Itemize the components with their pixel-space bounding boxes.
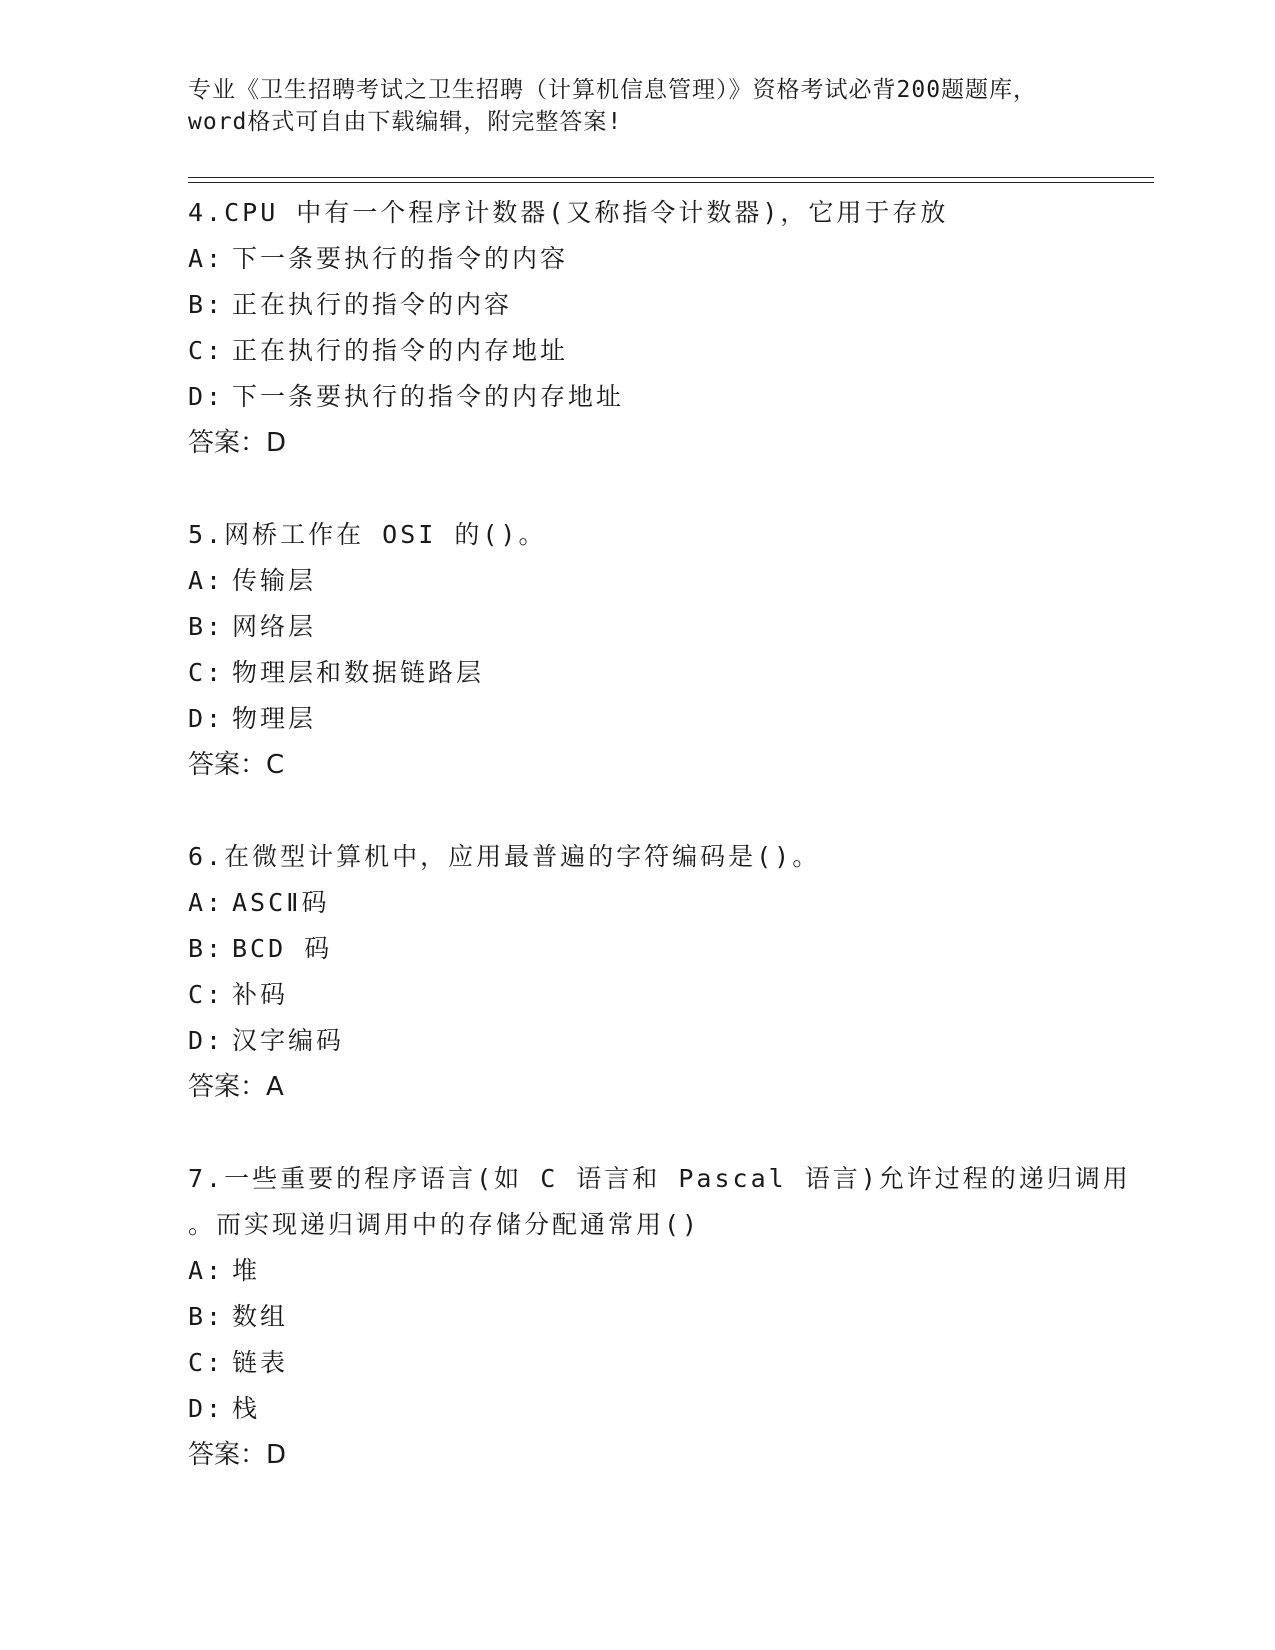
- header-divider-bottom: [188, 182, 1154, 183]
- option-text: 下一条要执行的指令的内容: [232, 244, 569, 273]
- option-text: 正在执行的指令的内存地址: [232, 336, 569, 365]
- option-text: 传输层: [232, 566, 317, 595]
- option-text: 栈: [232, 1394, 261, 1423]
- option-text: 汉字编码: [232, 1026, 345, 1055]
- question-stem-line: 6.在微型计算机中，应用最普遍的字符编码是()。: [188, 842, 821, 871]
- option-key: B:: [188, 1302, 225, 1331]
- document-header: [188, 74, 1088, 138]
- option-key: C:: [188, 980, 225, 1009]
- answer-option: [188, 926, 1138, 972]
- option-key: C:: [188, 1348, 225, 1377]
- header-divider-top: [188, 177, 1154, 178]
- answer-option: [188, 558, 1138, 604]
- question-stem: [188, 190, 1138, 236]
- answer-option: [188, 604, 1138, 650]
- option-text: 物理层: [232, 704, 317, 733]
- answer-option: [188, 1018, 1138, 1064]
- answer-option: [188, 1386, 1138, 1432]
- answer-key: 答案：A: [188, 1072, 284, 1102]
- option-text: 网络层: [232, 612, 317, 641]
- answer-option: [188, 1340, 1138, 1386]
- question-block: [188, 1156, 1138, 1478]
- option-text: 下一条要执行的指令的内存地址: [232, 382, 625, 411]
- option-text: 补码: [232, 980, 289, 1009]
- question-block: [188, 512, 1138, 788]
- answer-option: [188, 972, 1138, 1018]
- header-title-line-2: word格式可自由下载编辑，附完整答案!: [188, 109, 623, 135]
- answer-option: [188, 1248, 1138, 1294]
- option-key: C:: [188, 658, 225, 687]
- answer-option: [188, 696, 1138, 742]
- option-text: 物理层和数据链路层: [232, 658, 485, 687]
- option-key: B:: [188, 290, 225, 319]
- question-list: [188, 190, 1138, 1524]
- option-text: 数组: [232, 1302, 289, 1331]
- option-text: ASCⅡ码: [232, 888, 330, 917]
- answer-option: [188, 374, 1138, 420]
- question-stem: [188, 834, 1138, 880]
- option-key: B:: [188, 612, 225, 641]
- question-block: [188, 834, 1138, 1110]
- answer-option: [188, 1294, 1138, 1340]
- question-stem-line: 。而实现递归调用中的存储分配通常用(): [188, 1210, 701, 1239]
- answer-option: [188, 880, 1138, 926]
- answer-key: 答案：D: [188, 428, 287, 458]
- option-key: B:: [188, 934, 225, 963]
- answer-option: [188, 282, 1138, 328]
- answer-option: [188, 650, 1138, 696]
- option-text: 堆: [232, 1256, 261, 1285]
- question-stem-line: 7.一些重要的程序语言(如 C 语言和 Pascal 语言)允许过程的递归调用: [188, 1164, 1131, 1193]
- answer-key: 答案：C: [188, 750, 285, 780]
- question-stem: [188, 512, 1138, 558]
- option-text: 正在执行的指令的内容: [232, 290, 513, 319]
- question-block: [188, 190, 1138, 466]
- option-key: D:: [188, 1394, 225, 1423]
- option-text: BCD 码: [232, 934, 333, 963]
- header-title-line-1: 专业《卫生招聘考试之卫生招聘（计算机信息管理）》资格考试必背200题题库，: [188, 77, 1038, 103]
- answer-option: [188, 236, 1138, 282]
- answer-key: 答案：D: [188, 1440, 287, 1470]
- option-key: D:: [188, 1026, 225, 1055]
- question-stem-line: 4.CPU 中有一个程序计数器(又称指令计数器)，它用于存放: [188, 198, 949, 227]
- option-key: A:: [188, 244, 225, 273]
- option-key: A:: [188, 566, 225, 595]
- question-stem: [188, 1156, 1138, 1248]
- option-text: 链表: [232, 1348, 289, 1377]
- option-key: D:: [188, 704, 225, 733]
- option-key: D:: [188, 382, 225, 411]
- question-stem-line: 5.网桥工作在 OSI 的()。: [188, 520, 547, 549]
- option-key: A:: [188, 1256, 225, 1285]
- option-key: C:: [188, 336, 225, 365]
- option-key: A:: [188, 888, 225, 917]
- answer-option: [188, 328, 1138, 374]
